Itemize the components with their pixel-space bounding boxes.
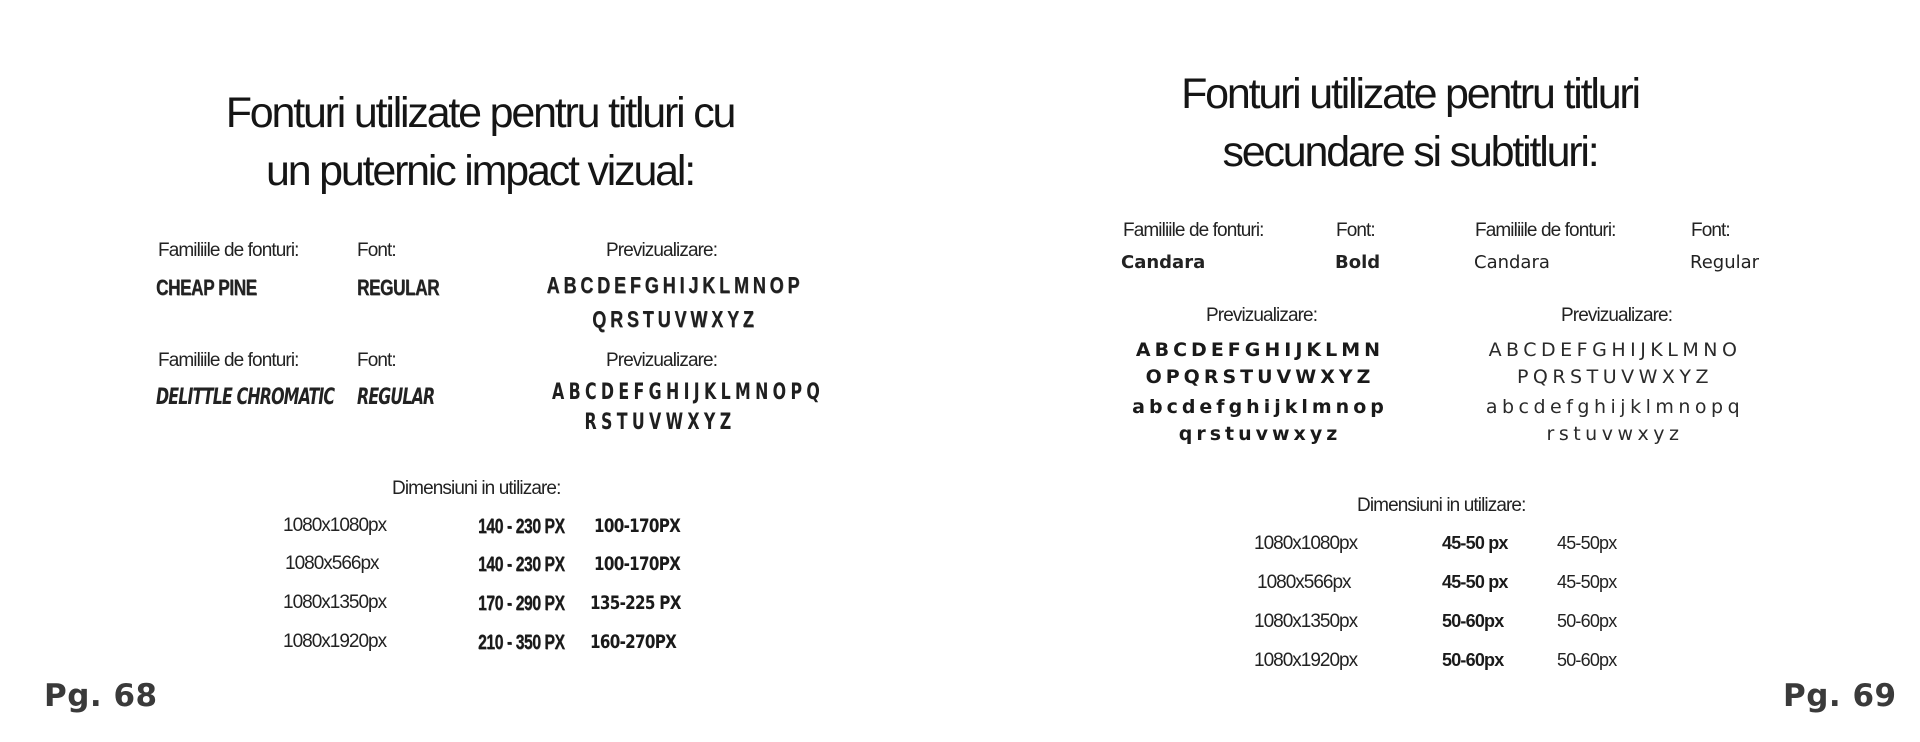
dimension-secondary-size: 100-170PX [594,515,681,537]
preview-delittle-chromatic [510,378,825,438]
dimension-subtitle-size: 50-60px [1557,650,1617,670]
preview-lower-2: rstuvwxyz [1546,423,1684,445]
dimension-secondary-size: 100-170PX [594,553,681,575]
page-title [1050,65,1770,181]
dimension-size: 1080x1920px [283,631,387,652]
dimension-secondary-size: 160-270PX [590,631,677,653]
dimension-size: 1080x566px [285,553,379,574]
dimension-size: 1080x566px [1257,572,1351,593]
preview-upper-1: ABCDEFGHIJKLMN [1135,339,1385,361]
family-label: Familiile de fonturi: [1475,220,1616,241]
dimension-title-size: 50-60px [1442,650,1504,670]
dimension-title-size: 140 - 230 PX [478,553,565,576]
dimension-row [960,611,1920,641]
preview-line-1: ABCDEFGHIJKLMNOPQ [552,380,825,405]
family-value: DELITTLE CHROMATIC [156,385,335,410]
dimension-title-size: 45-50 px [1442,533,1508,553]
dimension-row [0,631,960,661]
preview-label: Previzualizare: [606,240,718,261]
dimension-title-size: 50-60px [1442,611,1504,631]
preview-candara-bold [1060,337,1460,448]
family-value: Candara [1474,252,1550,273]
family-label: Familiile de fonturi: [158,240,299,261]
preview-cheap-pine [519,268,831,336]
dimension-size: 1080x1350px [1254,611,1358,632]
dimension-title-size: 210 - 350 PX [478,631,565,654]
font-value: Bold [1335,252,1381,273]
dimension-row [960,572,1920,602]
preview-lower-1: abcdefghijklmnopq [1485,396,1745,418]
page-title [120,84,840,200]
dimension-size: 1080x1080px [283,515,387,536]
dimension-secondary-size: 135-225 PX [590,592,681,614]
dimension-subtitle-size: 45-50px [1557,572,1617,592]
dimension-size: 1080x1080px [1254,533,1358,554]
title-line-1: Fonturi utilizate pentru titluri [1181,70,1639,118]
dimension-row [960,650,1920,680]
dimension-subtitle-size: 45-50px [1557,533,1617,553]
font-value: Regular [1690,252,1760,273]
dimension-row [0,592,960,622]
font-value: REGULAR [357,275,440,300]
dimension-row [0,515,960,545]
font-label: Font: [1691,220,1730,241]
preview-line-2: RSTUVWXYZ [584,410,736,435]
dimension-subtitle-size: 50-60px [1557,611,1617,631]
page-number: Pg. 68 [44,678,158,714]
right-page [960,0,1920,742]
page-number: Pg. 69 [1783,678,1897,714]
dimension-title-size: 140 - 230 PX [478,515,565,538]
family-label: Familiile de fonturi: [1123,220,1264,241]
title-line-2: secundare si subtitluri: [1222,128,1598,176]
preview-line-2: QRSTUVWXYZ [592,306,758,332]
preview-candara-regular [1415,337,1815,448]
dimension-title-size: 45-50 px [1442,572,1508,592]
family-value: CHEAP PINE [156,275,257,300]
preview-label: Previzualizare: [1206,305,1318,326]
preview-lower-1: abcdefghijklmnop [1132,396,1388,418]
dimension-row [0,553,960,583]
dimension-size: 1080x1920px [1254,650,1358,671]
preview-upper-2: OPQRSTUVWXYZ [1145,366,1375,388]
font-value: REGULAR [357,385,435,410]
dimensions-label: Dimensiuni in utilizare: [392,478,561,499]
preview-line-1: ABCDEFGHIJKLMNOP [546,272,804,298]
dimension-row [960,533,1920,563]
title-line-2: un puternic impact vizual: [266,147,694,195]
font-label: Font: [357,240,396,261]
family-label: Familiile de fonturi: [158,350,299,371]
title-line-1: Fonturi utilizate pentru titluri cu [225,89,735,137]
dimension-title-size: 170 - 290 PX [478,592,565,615]
preview-label: Previzualizare: [606,350,718,371]
dimension-size: 1080x1350px [283,592,387,613]
preview-label: Previzualizare: [1561,305,1673,326]
font-label: Font: [357,350,396,371]
preview-lower-2: qrstuvwxyz [1178,423,1342,445]
dimensions-label: Dimensiuni in utilizare: [1357,495,1526,516]
preview-upper-1: ABCDEFGHIJKLMNO [1488,339,1742,361]
font-label: Font: [1336,220,1375,241]
preview-upper-2: PQRSTUVWXYZ [1516,366,1714,388]
family-value: Candara [1121,252,1206,273]
